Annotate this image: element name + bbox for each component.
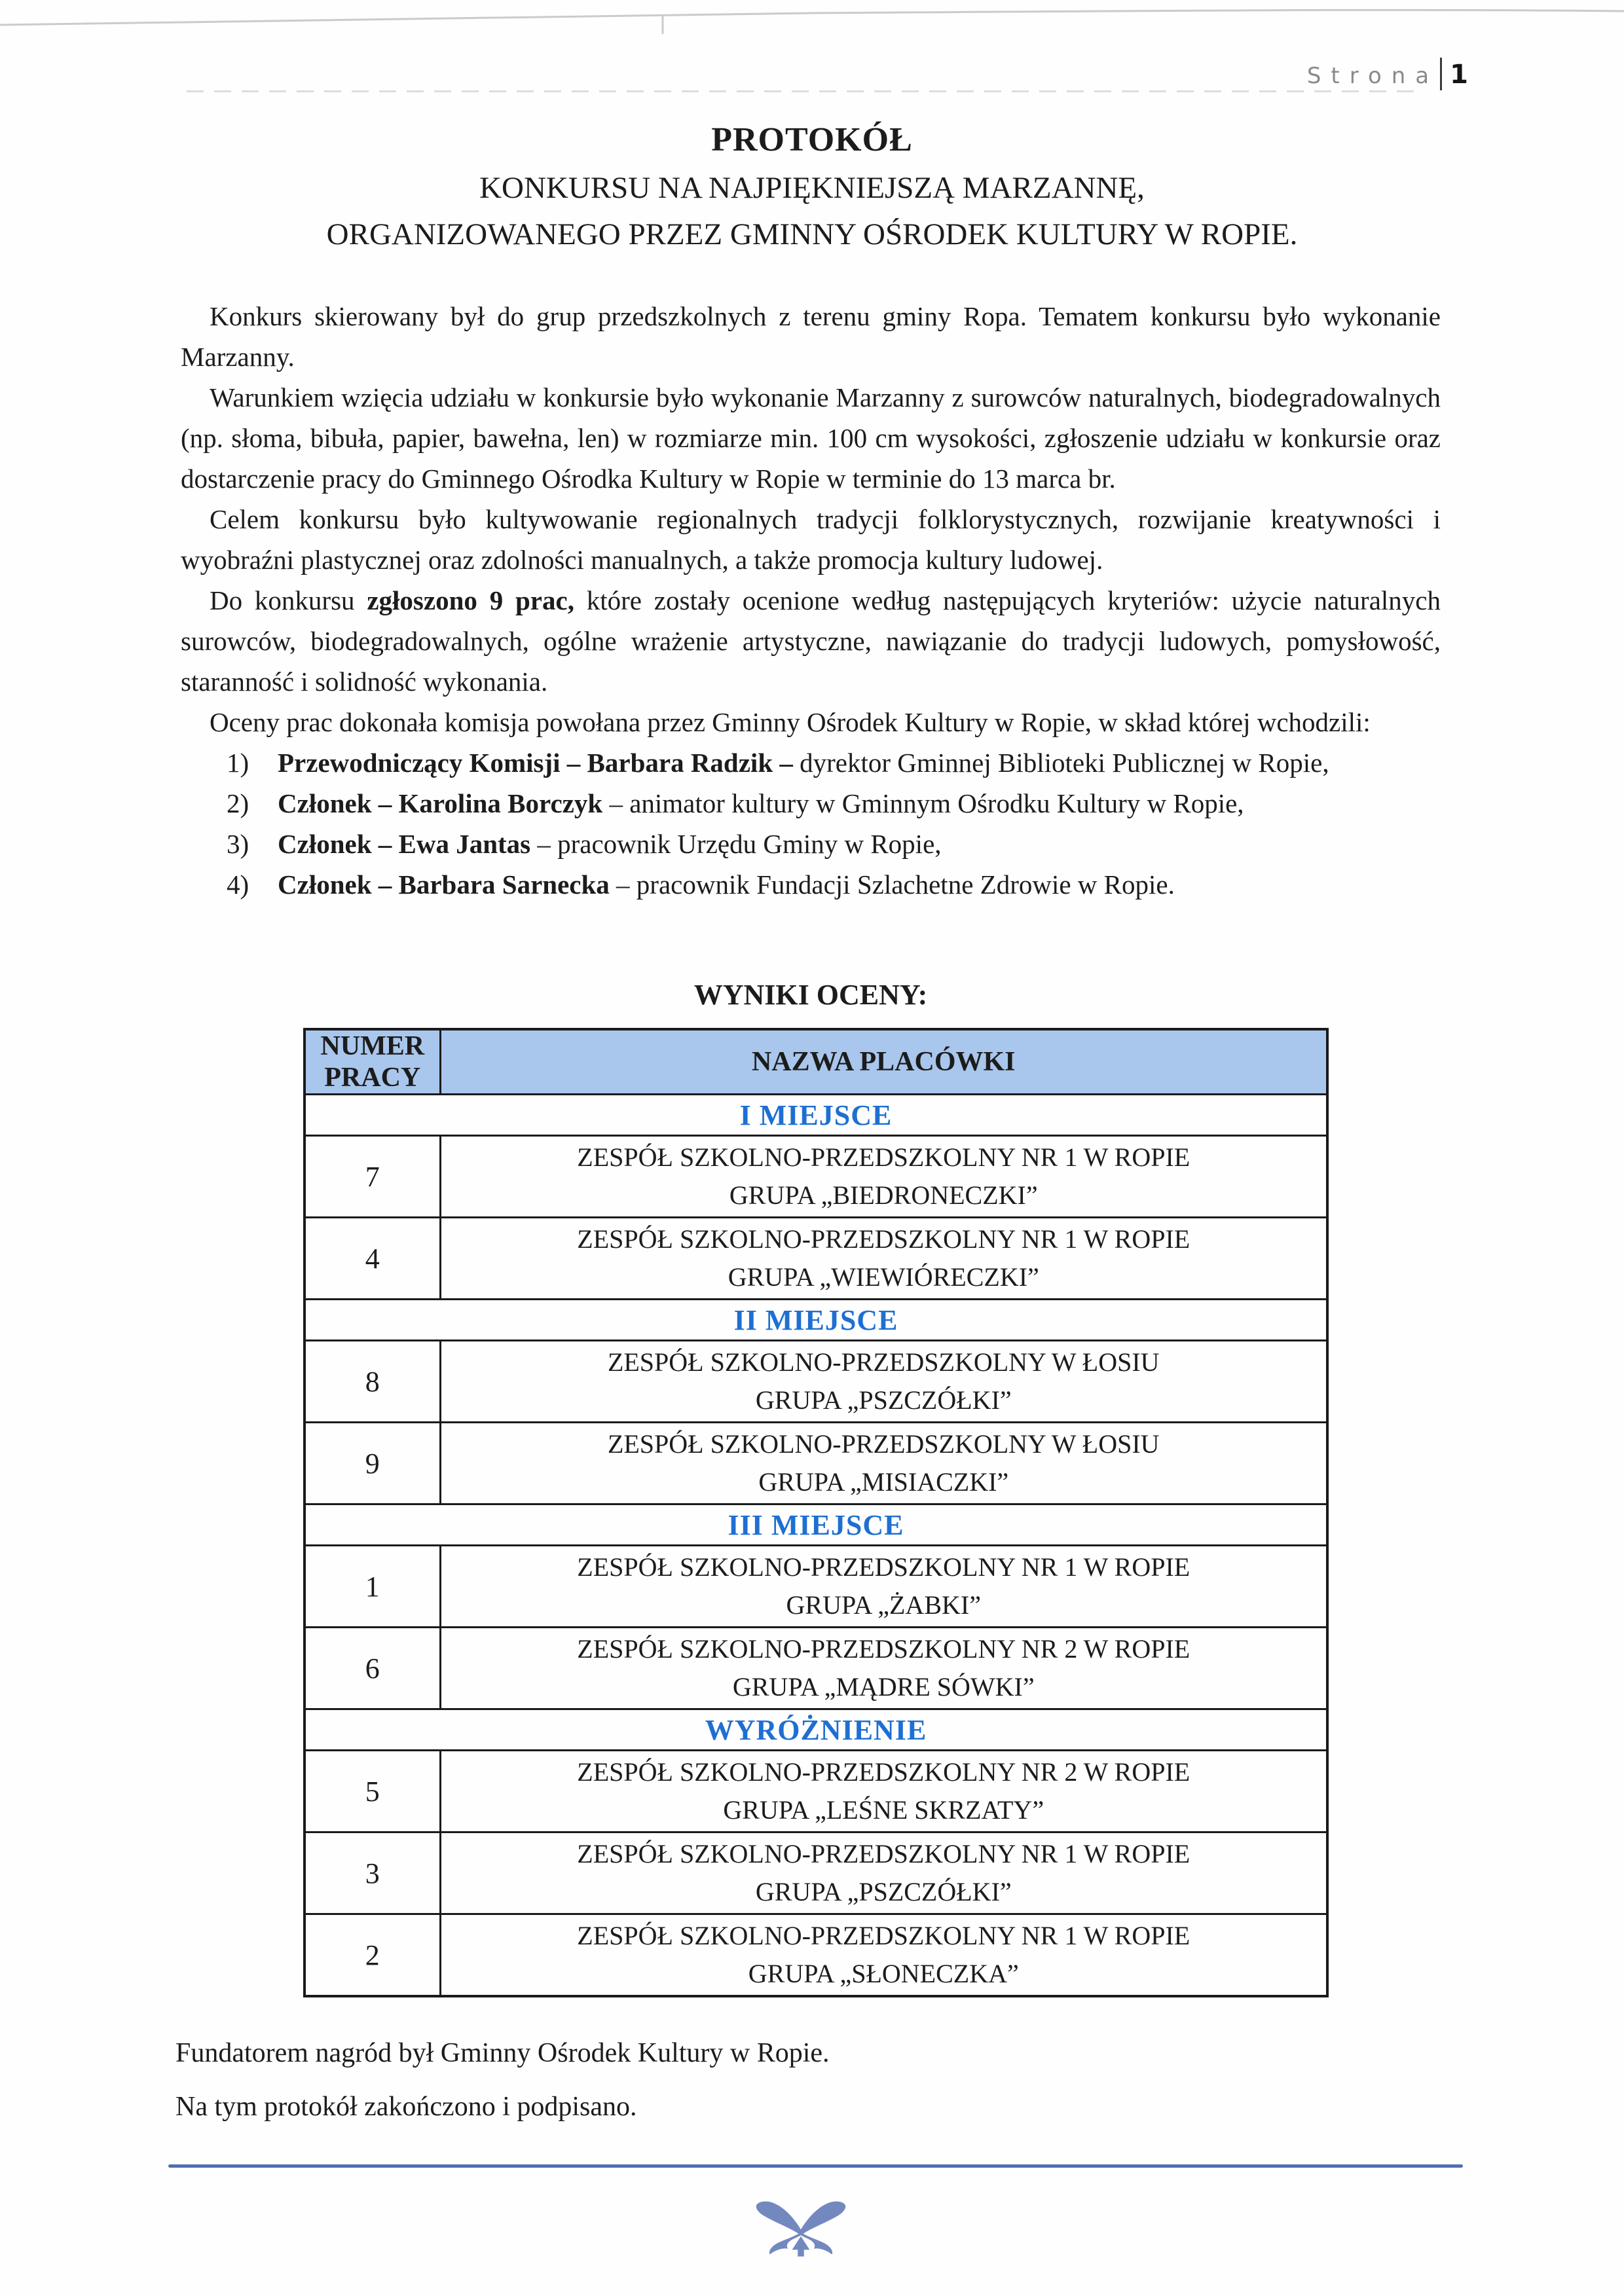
work-number-cell: 9 bbox=[304, 1423, 440, 1504]
facility-name: ZESPÓŁ SZKOLNO-PRZEDSZKOLNY NR 1 W ROPIE bbox=[577, 1839, 1190, 1868]
scan-edge-line bbox=[0, 10, 1624, 25]
table-section-label: I MIEJSCE bbox=[304, 1095, 1327, 1136]
text-segment: Oceny prac dokonała komisja powołana przez Gminny Ośrodek Kultury w Ropie, w skład której wchodzili: bbox=[210, 707, 1371, 737]
table-row bbox=[304, 1628, 1327, 1709]
table-row bbox=[304, 1136, 1327, 1218]
group-name: GRUPA „LEŚNE SKRZATY” bbox=[723, 1795, 1044, 1825]
committee-member-description: – animator kultury w Gminnym Ośrodku Kultury w Ropie, bbox=[602, 788, 1244, 818]
work-number-cell: 4 bbox=[304, 1218, 440, 1300]
closing-block bbox=[175, 2037, 830, 2123]
work-number-cell: 1 bbox=[304, 1546, 440, 1628]
facility-name: ZESPÓŁ SZKOLNO-PRZEDSZKOLNY NR 2 W ROPIE bbox=[577, 1634, 1190, 1664]
facility-cell bbox=[440, 1218, 1327, 1300]
work-number-cell: 3 bbox=[304, 1832, 440, 1914]
table-section-label: II MIEJSCE bbox=[304, 1300, 1327, 1341]
paragraph bbox=[181, 702, 1441, 742]
text-segment: Konkurs skierowany był do grup przedszkolnych z terenu gminy Ropa. Tematem konkursu było wykonanie Marzanny. bbox=[181, 301, 1441, 372]
text-segment: Warunkiem wzięcia udziału w konkursie było wykonanie Marzanny z surowców naturalnych, biodegradowalnych (np. słoma, bibuła, papier, bawełna, len) w rozmiarze min. 100 cm wysokości, zgłoszenie udziału w konkursie oraz dostarczenie pracy do Gminnego Ośrodka Kultury w Ropie w terminie do 13 marca br. bbox=[181, 382, 1441, 494]
body-text bbox=[181, 296, 1441, 905]
table-header-row bbox=[304, 1029, 1327, 1095]
paragraphs bbox=[181, 296, 1441, 742]
document-subtitle-line1: KONKURSU NA NAJPIĘKNIEJSZĄ MARZANNĘ, bbox=[479, 171, 1145, 205]
group-name: GRUPA „BIEDRONECZKI” bbox=[729, 1180, 1038, 1210]
footer-ornament-icon bbox=[749, 2193, 853, 2259]
committee-member-item bbox=[181, 742, 1441, 783]
facility-name: ZESPÓŁ SZKOLNO-PRZEDSZKOLNY NR 1 W ROPIE bbox=[577, 1142, 1190, 1172]
paragraph bbox=[181, 377, 1441, 499]
table-section-row bbox=[304, 1709, 1327, 1751]
table-row bbox=[304, 1218, 1327, 1300]
list-item-number: 2) bbox=[227, 788, 249, 818]
table-section-row bbox=[304, 1300, 1327, 1341]
list-item-number: 1) bbox=[227, 748, 249, 778]
facility-cell bbox=[440, 1423, 1327, 1504]
group-name: GRUPA „PSZCZÓŁKI” bbox=[755, 1877, 1012, 1906]
table-section-row bbox=[304, 1504, 1327, 1546]
paragraph bbox=[181, 580, 1441, 702]
closing-line-2: Na tym protokół zakończono i podpisano. bbox=[175, 2092, 637, 2122]
group-name: GRUPA „SŁONECZKA” bbox=[748, 1959, 1019, 1988]
work-number-cell: 5 bbox=[304, 1751, 440, 1832]
committee-member-description: dyrektor Gminnej Biblioteki Publicznej w Ropie, bbox=[792, 748, 1329, 778]
table-row bbox=[304, 1751, 1327, 1832]
facility-cell bbox=[440, 1136, 1327, 1218]
facility-cell bbox=[440, 1341, 1327, 1423]
closing-line-1: Fundatorem nagród był Gminny Ośrodek Kultury w Ropie. bbox=[175, 2038, 830, 2068]
committee-member-role-name: Członek – Karolina Borczyk bbox=[278, 788, 603, 818]
title-block bbox=[0, 120, 1624, 252]
facility-name: ZESPÓŁ SZKOLNO-PRZEDSZKOLNY NR 1 W ROPIE bbox=[577, 1224, 1190, 1254]
facility-name: ZESPÓŁ SZKOLNO-PRZEDSZKOLNY W ŁOSIU bbox=[607, 1347, 1160, 1377]
header-underline-ghost bbox=[187, 90, 1421, 92]
facility-cell bbox=[440, 1832, 1327, 1914]
committee-member-role-name: Członek – Ewa Jantas bbox=[278, 829, 531, 859]
footer-rule bbox=[168, 2164, 1463, 2168]
text-segment: Celem konkursu było kultywowanie regionalnych tradycji folklorystycznych, rozwijanie kreatywności i wyobraźni plastycznej oraz zdolności manualnych, a także promocja kultury ludowej. bbox=[181, 504, 1441, 575]
committee-member-description: – pracownik Urzędu Gminy w Ropie, bbox=[530, 829, 942, 859]
work-number-cell: 8 bbox=[304, 1341, 440, 1423]
work-number-cell: 7 bbox=[304, 1136, 440, 1218]
document-subtitle-line2: ORGANIZOWANEGO PRZEZ GMINNY OŚRODEK KULTURY W ROPIE. bbox=[326, 217, 1298, 251]
committee-member-item bbox=[181, 824, 1441, 864]
facility-cell bbox=[440, 1914, 1327, 1997]
committee-member-item bbox=[181, 783, 1441, 824]
facility-cell bbox=[440, 1751, 1327, 1832]
text-segment: które zostały ocenione według następujących kryteriów: użycie naturalnych surowców, biodegradowalnych, ogólne wrażenie artystyczne, nawiązanie do tradycji ludowych, pomysłowość, staranność i solidność wykonania. bbox=[181, 585, 1441, 697]
facility-cell bbox=[440, 1546, 1327, 1628]
table-section-label: WYRÓŻNIENIE bbox=[304, 1709, 1327, 1751]
table-header-numer-pracy: NUMER PRACY bbox=[304, 1029, 440, 1095]
committee-member-role-name: Przewodniczący Komisji – Barbara Radzik – bbox=[278, 748, 793, 778]
committee-member-description: – pracownik Fundacji Szlachetne Zdrowie w Ropie. bbox=[609, 869, 1175, 900]
table-row bbox=[304, 1832, 1327, 1914]
page-header bbox=[0, 58, 1468, 90]
table-header-nazwa-placowki: NAZWA PLACÓWKI bbox=[440, 1029, 1327, 1095]
page-number: 1 bbox=[1450, 60, 1468, 90]
table-row bbox=[304, 1914, 1327, 1997]
paragraph bbox=[181, 296, 1441, 377]
results-heading: WYNIKI OCENY: bbox=[693, 979, 928, 1011]
bold-text-segment: zgłoszono 9 prac, bbox=[367, 585, 574, 615]
table-section-row bbox=[304, 1095, 1327, 1136]
facility-name: ZESPÓŁ SZKOLNO-PRZEDSZKOLNY NR 2 W ROPIE bbox=[577, 1757, 1190, 1787]
group-name: GRUPA „ŻABKI” bbox=[786, 1590, 981, 1620]
work-number-cell: 6 bbox=[304, 1628, 440, 1709]
group-name: GRUPA „MISIACZKI” bbox=[758, 1467, 1009, 1497]
list-item-number: 4) bbox=[227, 869, 249, 900]
document-title: PROTOKÓŁ bbox=[711, 121, 913, 158]
group-name: GRUPA „MĄDRE SÓWKI” bbox=[732, 1672, 1035, 1702]
page-number-label: Strona bbox=[1306, 63, 1439, 89]
group-name: GRUPA „WIEWIÓRECZKI” bbox=[728, 1262, 1039, 1292]
facility-name: ZESPÓŁ SZKOLNO-PRZEDSZKOLNY W ŁOSIU bbox=[607, 1429, 1160, 1459]
facility-name: ZESPÓŁ SZKOLNO-PRZEDSZKOLNY NR 1 W ROPIE bbox=[577, 1921, 1190, 1950]
committee-member-role-name: Członek – Barbara Sarnecka bbox=[278, 869, 610, 900]
results-table bbox=[303, 1028, 1329, 1997]
table-row bbox=[304, 1341, 1327, 1423]
facility-name: ZESPÓŁ SZKOLNO-PRZEDSZKOLNY NR 1 W ROPIE bbox=[577, 1552, 1190, 1582]
page-number-divider bbox=[1440, 58, 1442, 90]
table-section-label: III MIEJSCE bbox=[304, 1504, 1327, 1546]
work-number-cell: 2 bbox=[304, 1914, 440, 1997]
committee-member-item bbox=[181, 864, 1441, 905]
facility-cell bbox=[440, 1628, 1327, 1709]
table-row bbox=[304, 1546, 1327, 1628]
text-segment: Do konkursu bbox=[210, 585, 367, 615]
table-row bbox=[304, 1423, 1327, 1504]
committee-list bbox=[181, 742, 1441, 905]
list-item-number: 3) bbox=[227, 829, 249, 859]
scan-artifact-lines bbox=[0, 0, 1624, 46]
group-name: GRUPA „PSZCZÓŁKI” bbox=[755, 1385, 1012, 1415]
paragraph bbox=[181, 499, 1441, 580]
